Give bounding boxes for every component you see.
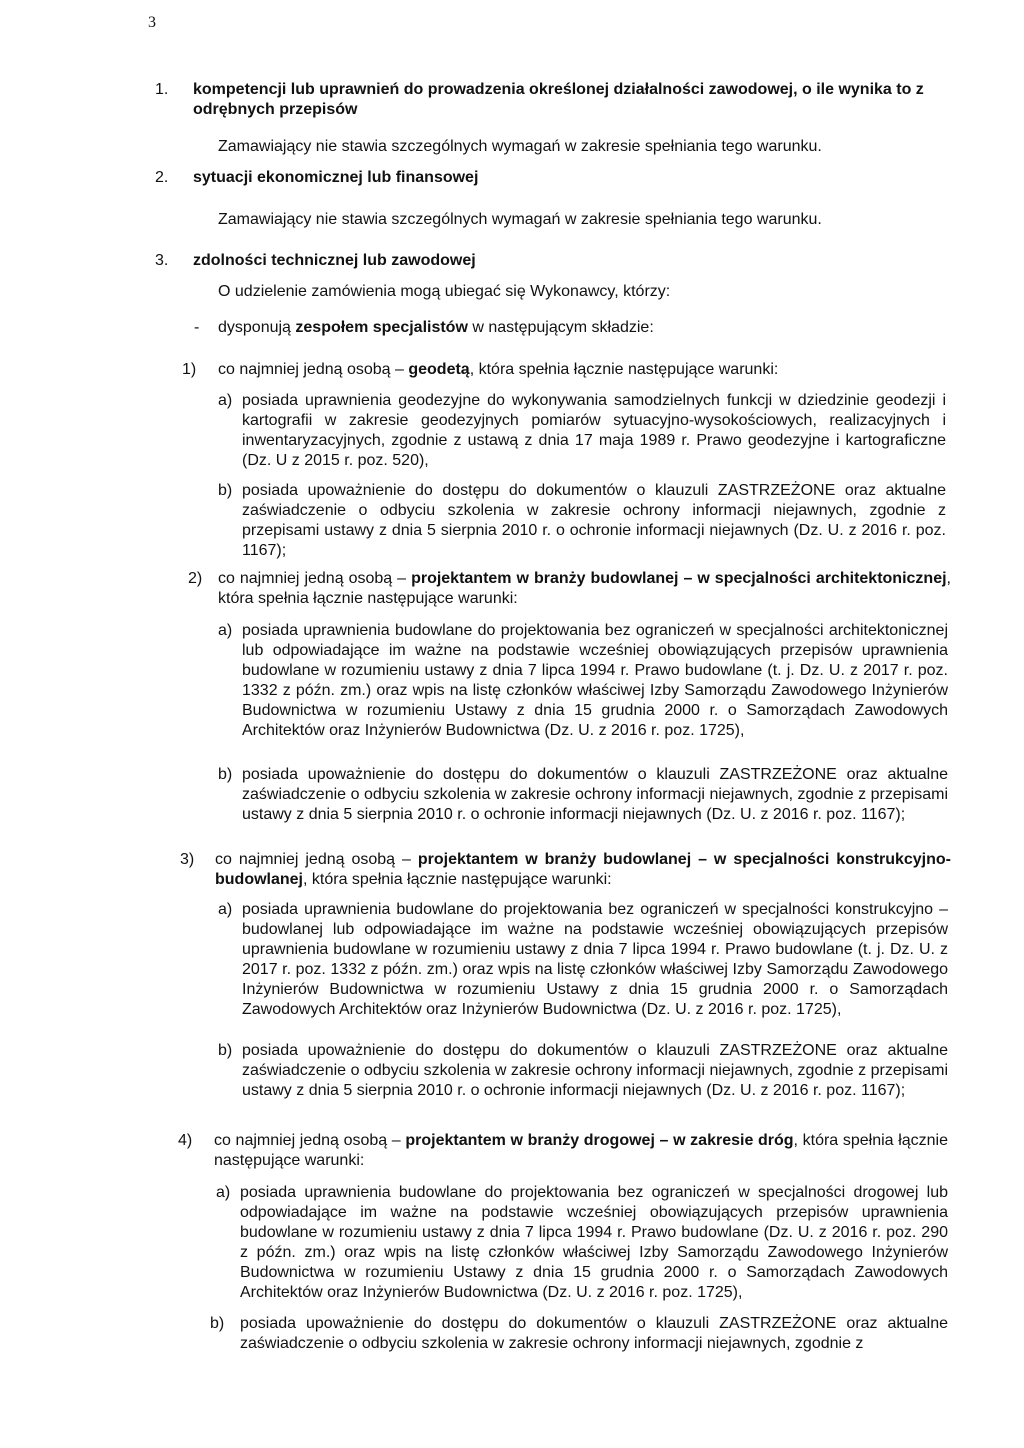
item-2-heading	[218, 569, 951, 609]
team-text-a: dysponują	[218, 319, 296, 336]
item-3a-text: posiada uprawnienia budowlane do projektowania bez ograniczeń w specjalności konstrukcyjno – budowlanej lub odpowiadające im ważne na podstawie wcześniej obowiązujących przepisów uprawnienia budowlane w rozumieniu ustawy z dnia 7 lipca 1994 r. Prawo budowlane (t. j. Dz. U. z 2017 r. poz. 1332 z późn. zm.) oraz wpis na listę członków właściwej Izby Samorządu Zawodowego Inżynierów Budownictwa w rozumieniu Ustawy z dnia 15 grudnia 2000 r. o Samorządach Zawodowych Architektów oraz Inżynierów Budownictwa (Dz. U. z 2016 r. poz. 1725),	[242, 901, 948, 1018]
item-1b-text: posiada upoważnienie do dostępu do dokumentów o klauzuli ZASTRZEŻONE oraz aktualne zaświadczenie o odbyciu szkolenia w zakresie ochrony informacji niejawnych, zgodnie z przepisami ustawy z dnia 5 sierpnia 2010 r. o ochronie informacji niejawnych (Dz. U. z 2016 r. poz. 1167);	[242, 482, 946, 559]
item-4a-label: a)	[216, 1184, 231, 1201]
team-dash: -	[194, 319, 200, 336]
item-2-heading-c: , która spełnia łącznie następujące warunki:	[218, 570, 951, 607]
item-3-heading-a: co najmniej jedną osobą –	[215, 851, 418, 868]
item-2b-text: posiada upoważnienie do dostępu do dokumentów o klauzuli ZASTRZEŻONE oraz aktualne zaświadczenie o odbyciu szkolenia w zakresie ochrony informacji niejawnych, zgodnie z przepisami ustawy z dnia 5 sierpnia 2010 r. o ochronie informacji niejawnych (Dz. U. z 2016 r. poz. 1167);	[242, 766, 948, 823]
item-1-heading-c: , która spełnia łącznie następujące warunki:	[469, 361, 779, 378]
section-3-title: zdolności technicznej lub zawodowej	[193, 252, 476, 269]
item-4b-text: posiada upoważnienie do dostępu do dokumentów o klauzuli ZASTRZEŻONE oraz aktualne zaświadczenie o odbyciu szkolenia w zakresie ochrony informacji niejawnych, zgodnie z	[240, 1315, 948, 1352]
page-number: 3	[148, 14, 156, 31]
team-text-bold: zespołem specjalistów	[295, 319, 468, 336]
item-1-heading	[218, 360, 968, 380]
item-2-heading-a: co najmniej jedną osobą –	[218, 570, 412, 587]
item-2-number: 2)	[188, 570, 203, 587]
item-1-heading-a: co najmniej jedną osobą –	[218, 361, 409, 378]
item-3b-text: posiada upoważnienie do dostępu do dokumentów o klauzuli ZASTRZEŻONE oraz aktualne zaświadczenie o odbyciu szkolenia w zakresie ochrony informacji niejawnych, zgodnie z przepisami ustawy z dnia 5 sierpnia 2010 r. o ochronie informacji niejawnych (Dz. U. z 2016 r. poz. 1167);	[242, 1042, 948, 1099]
section-3-heading	[155, 251, 965, 271]
item-4a-text: posiada uprawnienia budowlane do projektowania bez ograniczeń w specjalności drogowej lub odpowiadające im ważne na podstawie wcześniej obowiązujących przepisów uprawnienia budowlane w rozumieniu ustawy z dnia 7 lipca 1994 r. Prawo budowlane (Dz. U. z 2016 r. poz. 290 z późn. zm.) oraz wpis na listę członków właściwej Izby Samorządu Zawodowego Inżynierów Budownictwa w rozumieniu Ustawy z dnia 15 grudnia 2000 r. o Samorządach Zawodowych Architektów oraz Inżynierów Budownictwa (Dz. U. z 2016 r. poz. 1725),	[240, 1184, 948, 1301]
item-2a-text: posiada uprawnienia budowlane do projektowania bez ograniczeń w specjalności architektonicznej lub odpowiadające im ważne na podstawie wcześniej obowiązujących przepisów uprawnienia budowlane w rozumieniu ustawy z dnia 7 lipca 1994 r. Prawo budowlane (t. j. Dz. U. z 2017 r. poz. 1332 z późn. zm.) oraz wpis na listę członków właściwej Izby Samorządu Zawodowego Inżynierów Budownictwa w rozumieniu Ustawy z dnia 15 grudnia 2000 r. o Samorządach Zawodowych Architektów oraz Inżynierów Budownictwa (Dz. U. z 2016 r. poz. 1725),	[242, 622, 948, 739]
item-4-heading-c: , która spełnia łącznie następujące warunki:	[214, 1132, 949, 1169]
item-1b-label: b)	[218, 482, 233, 499]
item-4b-label: b)	[210, 1315, 225, 1332]
section-3-number: 3.	[155, 252, 169, 269]
item-3-heading	[215, 850, 951, 890]
item-3-number: 3)	[180, 851, 195, 868]
section-1-number: 1.	[155, 81, 169, 98]
section-1-body: Zamawiający nie stawia szczególnych wymagań w zakresie spełniania tego warunku.	[218, 138, 822, 155]
item-4-heading	[214, 1131, 948, 1171]
section-3-intro: O udzielenie zamówienia mogą ubiegać się Wykonawcy, którzy:	[218, 283, 671, 300]
item-3b-label: b)	[218, 1042, 233, 1059]
team-text-c: w następującym składzie:	[467, 319, 654, 336]
item-1-number: 1)	[182, 361, 197, 378]
item-4-heading-a: co najmniej jedną osobą –	[214, 1132, 406, 1149]
item-3-heading-c: , która spełnia łącznie następujące warunki:	[303, 871, 612, 888]
item-2a-label: a)	[218, 622, 233, 639]
item-2b-label: b)	[218, 766, 233, 783]
section-2-body: Zamawiający nie stawia szczególnych wymagań w zakresie spełniania tego warunku.	[218, 211, 822, 228]
section-2-number: 2.	[155, 169, 169, 186]
item-3a-label: a)	[218, 901, 233, 918]
section-2-heading	[155, 168, 965, 188]
item-2-heading-bold: projektantem w branży budowlanej – w specjalności architektonicznej	[411, 570, 947, 587]
item-4-heading-bold: projektantem w branży drogowej – w zakresie dróg	[405, 1132, 794, 1149]
section-1-heading	[155, 80, 965, 120]
item-3-heading-bold: projektantem w branży budowlanej – w specjalności konstrukcyjno-budowlanej	[215, 851, 951, 888]
item-1-heading-bold: geodetą	[408, 361, 470, 378]
item-1a-label: a)	[218, 392, 233, 409]
team-line	[218, 318, 978, 338]
section-1-title: kompetencji lub uprawnień do prowadzenia określonej działalności zawodowej, o ile wynika to z odrębnych przepisów	[193, 81, 924, 118]
section-2-title: sytuacji ekonomicznej lub finansowej	[193, 169, 479, 186]
item-4-number: 4)	[178, 1132, 193, 1149]
item-1a-text: posiada uprawnienia geodezyjne do wykonywania samodzielnych funkcji w dziedzinie geodezji i kartografii w zakresie geodezyjnych pomiarów sytuacyjno-wysokościowych, realizacyjnych i inwentaryzacyjnych, zgodnie z ustawą z dnia 17 maja 1989 r. Prawo geodezyjne i kartograficzne (Dz. U z 2015 r. poz. 520),	[242, 392, 946, 469]
